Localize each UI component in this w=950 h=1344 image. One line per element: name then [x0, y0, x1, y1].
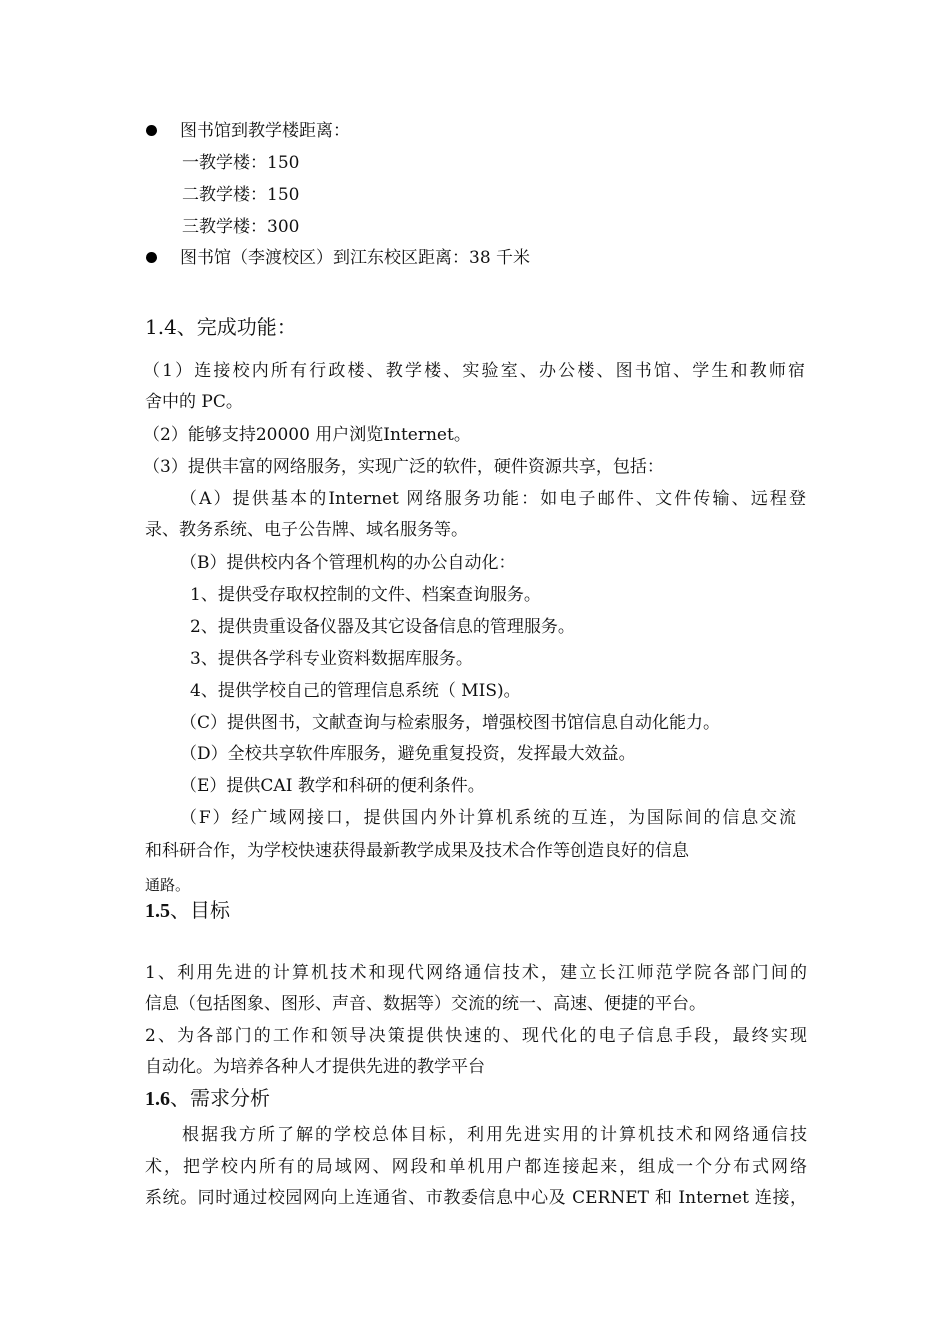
function-f-line-2: 和科研合作，为学校快速获得最新教学成果及技术合作等创造良好的信息 — [145, 841, 689, 861]
goal-1-line-2: 信息（包括图象、图形、声音、数据等）交流的统一、高速、便捷的平台。 — [145, 994, 706, 1014]
function-a-line-1: （A）提供基本的Internet 网络服务功能：如电子邮件、文件传输、远程登 — [180, 489, 806, 509]
section-heading-1-6 — [145, 1085, 270, 1112]
distance-list-title: 图书馆到教学楼距离： — [180, 121, 350, 141]
distance-building-1: 一教学楼：150 — [182, 153, 300, 173]
function-b: （B）提供校内各个管理机构的办公自动化： — [180, 553, 516, 573]
function-f-line-1: （F）经广域网接口，提供国内外计算机系统的互连，为国际间的信息交流 — [180, 808, 796, 828]
analysis-line-2: 术，把学校内所有的局域网、网段和单机用户都连接起来，组成一个分布式网络 — [145, 1157, 807, 1177]
function-e: （E）提供CAI 教学和科研的便利条件。 — [180, 776, 485, 796]
function-b-item-3: 3、提供各学科专业资料数据库服务。 — [190, 649, 473, 669]
section-number: 1.6 — [145, 1088, 170, 1110]
section-title: 、需求分析 — [170, 1086, 270, 1110]
function-f-line-3: 通路。 — [145, 876, 191, 894]
section-heading-1-5 — [145, 897, 230, 924]
distance-campus: 图书馆（李渡校区）到江东校区距离：38 千米 — [180, 248, 531, 268]
analysis-line-3: 系统。同时通过校园网向上连通省、市教委信息中心及 CERNET 和 Internet 连接， — [145, 1188, 807, 1208]
goal-1-line-1: 1、利用先进的计算机技术和现代网络通信技术，建立长江师范学院各部门间的 — [145, 963, 807, 983]
function-2: （2）能够支持20000 用户浏览Internet。 — [143, 425, 471, 445]
function-b-item-2: 2、提供贵重设备仪器及其它设备信息的管理服务。 — [190, 617, 575, 637]
function-1-line-2: 舍中的 PC。 — [145, 392, 243, 412]
section-title: 、目标 — [170, 898, 230, 922]
distance-building-3: 三教学楼：300 — [182, 217, 300, 237]
goal-2-line-2: 自动化。为培养各种人才提供先进的教学平台 — [145, 1057, 485, 1077]
function-a-line-2: 录、教务系统、电子公告牌、域名服务等。 — [145, 520, 468, 540]
bullet-icon — [146, 125, 157, 136]
distance-building-2: 二教学楼：150 — [182, 185, 300, 205]
section-heading-1-4: 1.4、完成功能： — [145, 315, 297, 339]
analysis-line-1: 根据我方所了解的学校总体目标，利用先进实用的计算机技术和网络通信技 — [182, 1125, 807, 1145]
function-d: （D）全校共享软件库服务，避免重复投资，发挥最大效益。 — [180, 744, 636, 764]
function-c: （C）提供图书，文献查询与检索服务，增强校图书馆信息自动化能力。 — [180, 713, 721, 733]
function-b-item-1: 1、提供受存取权控制的文件、档案查询服务。 — [190, 585, 541, 605]
function-3: （3）提供丰富的网络服务，实现广泛的软件，硬件资源共享，包括： — [143, 457, 664, 477]
function-b-item-4: 4、提供学校自己的管理信息系统（ MIS)。 — [190, 681, 521, 701]
function-1-line-1: （1）连接校内所有行政楼、教学楼、实验室、办公楼、图书馆、学生和教师宿 — [143, 361, 805, 381]
goal-2-line-1: 2、为各部门的工作和领导决策提供快速的、现代化的电子信息手段，最终实现 — [145, 1026, 807, 1046]
bullet-icon — [146, 252, 157, 263]
section-number: 1.5 — [145, 900, 170, 922]
